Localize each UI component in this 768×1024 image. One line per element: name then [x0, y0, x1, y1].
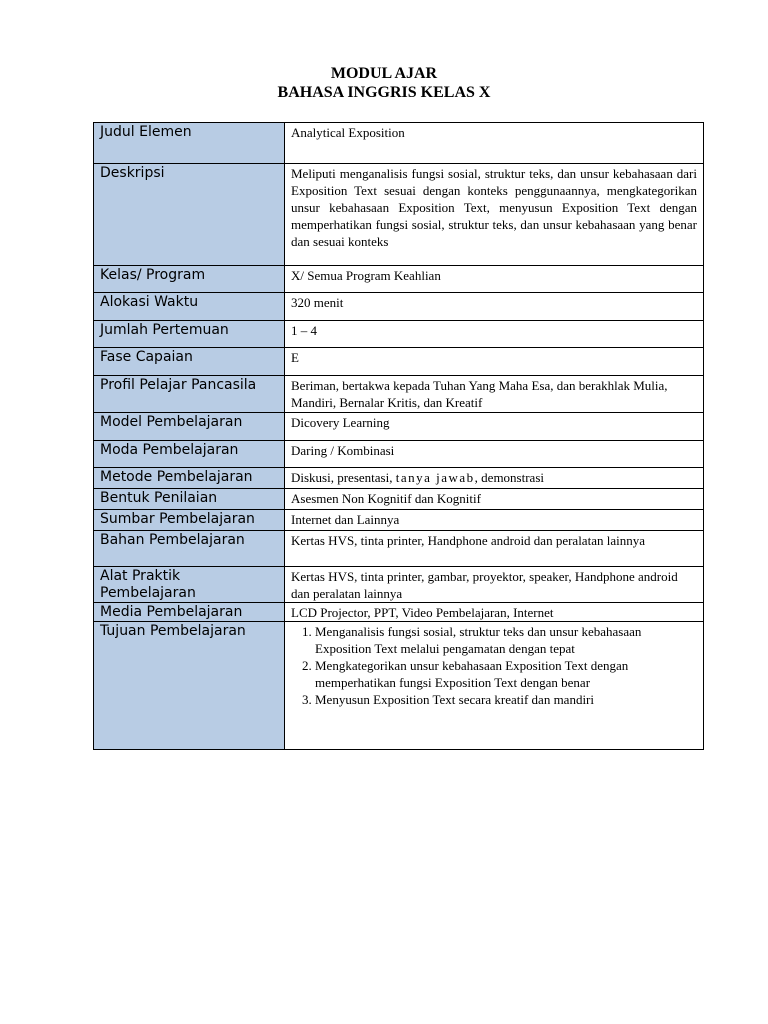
row-label: Bahan Pembelajaran	[94, 531, 285, 567]
table-row-bahan	[94, 531, 704, 567]
row-label: Profil Pelajar Pancasila	[94, 376, 285, 413]
table-row-bentuk	[94, 489, 704, 510]
row-value: Beriman, bertakwa kepada Tuhan Yang Maha Esa, dan berakhlak Mulia, Mandiri, Bernalar Kritis, dan Kreatif	[285, 376, 704, 413]
row-label: Moda Pembelajaran	[94, 441, 285, 468]
table-row-sumber	[94, 510, 704, 531]
row-label: Fase Capaian	[94, 348, 285, 376]
metode-part-b: tanya jawab	[395, 470, 475, 485]
list-item: 1. Menganalisis fungsi sosial, struktur teks dan unsur kebahasaan Exposition Text melalui pengamatan dengan tepat	[315, 623, 697, 657]
table-row-metode	[94, 468, 704, 489]
table-row-alokasi	[94, 293, 704, 321]
row-value: Internet dan Lainnya	[285, 510, 704, 531]
row-value: 320 menit	[285, 293, 704, 321]
row-label: Alokasi Waktu	[94, 293, 285, 321]
table-row-model	[94, 413, 704, 441]
goals-list	[291, 623, 697, 708]
row-label: Judul Elemen	[94, 123, 285, 164]
title-line-2: BAHASA INGGRIS KELAS X	[277, 84, 491, 101]
row-value	[285, 468, 704, 489]
row-label: Media Pembelajaran	[94, 603, 285, 622]
row-label: Bentuk Penilaian	[94, 489, 285, 510]
list-item: 2. Mengkategorikan unsur kebahasaan Exposition Text dengan memperhatikan fungsi Exposition Text dengan benar	[315, 657, 697, 691]
table-row-fase	[94, 348, 704, 376]
row-value: E	[285, 348, 704, 376]
row-value: Asesmen Non Kognitif dan Kognitif	[285, 489, 704, 510]
table-row-pertemuan	[94, 321, 704, 348]
row-label: Model Pembelajaran	[94, 413, 285, 441]
table-row-tujuan	[94, 622, 704, 750]
row-value	[285, 622, 704, 750]
row-value: LCD Projector, PPT, Video Pembelajaran, Internet	[285, 603, 704, 622]
list-item: 3. Menyusun Exposition Text secara kreatif dan mandiri	[315, 691, 697, 708]
table-row-kelas	[94, 266, 704, 293]
table-row-moda	[94, 441, 704, 468]
row-label: Metode Pembelajaran	[94, 468, 285, 489]
row-label: Tujuan Pembelajaran	[94, 622, 285, 750]
metode-part-c: , demonstrasi	[474, 470, 544, 485]
row-label: Kelas/ Program	[94, 266, 285, 293]
table-row-deskripsi	[94, 164, 704, 266]
row-value: Analytical Exposition	[285, 123, 704, 164]
row-label: Jumlah Pertemuan	[94, 321, 285, 348]
row-label: Alat Praktik Pembelajaran	[94, 567, 285, 603]
title-line-1: MODUL AJAR	[330, 65, 438, 82]
metode-part-a: Diskusi, presentasi,	[291, 470, 396, 485]
module-table	[93, 122, 704, 750]
document-title	[0, 64, 768, 102]
row-value: Meliputi menganalisis fungsi sosial, struktur teks, dan unsur kebahasaan dari Exposition Text sesuai dengan konteks penggunaannya, mengkategorikan unsur kebahasaan Exposition Text, menyusun Exposition Text dengan memperhatikan fungsi sosial, struktur teks, dan unsur kebahasaan yang benar dan sesuai konteks	[285, 164, 704, 266]
row-value: 1 – 4	[285, 321, 704, 348]
row-value: Kertas HVS, tinta printer, gambar, proyektor, speaker, Handphone android dan peralatan lainnya	[285, 567, 704, 603]
table-row-alat	[94, 567, 704, 603]
table-row-profil	[94, 376, 704, 413]
row-label: Deskripsi	[94, 164, 285, 266]
row-label: Sumbar Pembelajaran	[94, 510, 285, 531]
row-value: X/ Semua Program Keahlian	[285, 266, 704, 293]
row-value: Dicovery Learning	[285, 413, 704, 441]
table-row-media	[94, 603, 704, 622]
table-row-judul	[94, 123, 704, 164]
row-value: Kertas HVS, tinta printer, Handphone android dan peralatan lainnya	[285, 531, 704, 567]
row-value: Daring / Kombinasi	[285, 441, 704, 468]
